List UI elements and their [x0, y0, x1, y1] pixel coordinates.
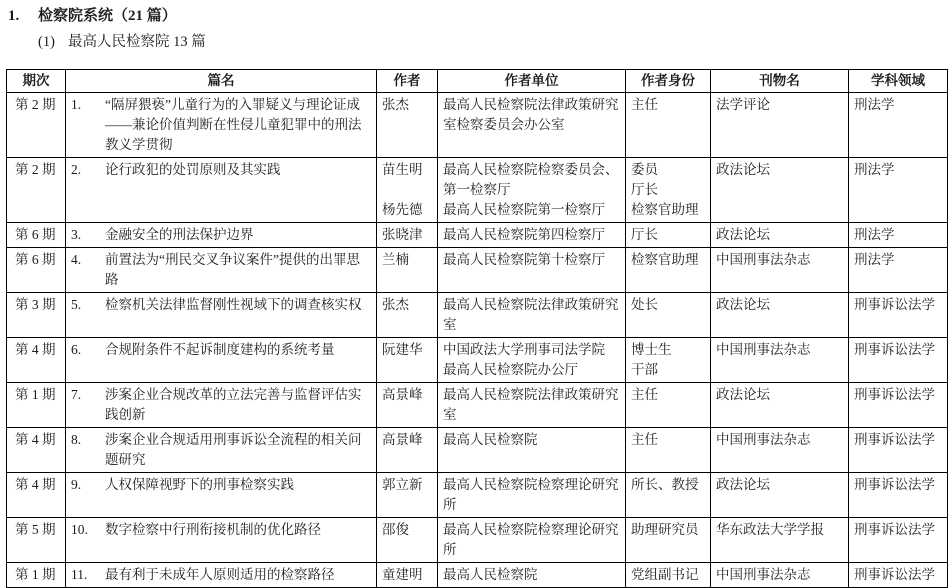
journal-cell: 政法论坛: [711, 383, 849, 428]
author-name: 兰楠: [382, 252, 409, 267]
field-cell: 刑法学: [849, 93, 948, 158]
title-cell: [66, 428, 377, 473]
article-number: 8.: [71, 432, 82, 447]
field-cell: 刑法学: [849, 248, 948, 293]
position-cell: [626, 223, 711, 248]
position-cell: [626, 383, 711, 428]
author-name: 阮建华: [382, 342, 423, 357]
journal-cell: 政法论坛: [711, 223, 849, 248]
author-name: 郭立新: [382, 477, 423, 492]
issue-cell: 第 2 期: [7, 158, 66, 223]
table-header-row: [7, 70, 948, 93]
table-row: [7, 383, 948, 428]
subsection-title: 最高人民检察院 13 篇: [68, 34, 206, 50]
author-name: 邵俊: [382, 522, 409, 537]
article-number: 5.: [71, 297, 82, 312]
table-row: [7, 338, 948, 383]
affiliation-cell: [438, 473, 626, 518]
article-title: 数字检察中行刑衔接机制的优化路径: [105, 522, 321, 537]
issue-cell: 第 4 期: [7, 428, 66, 473]
author-cell: [377, 293, 438, 338]
article-title: “隔屏猥亵”儿童行为的入罪疑义与理论证成——兼论价值判断在性侵儿童犯罪中的刑法教义学贯彻: [105, 97, 362, 152]
issue-cell: 第 6 期: [7, 223, 66, 248]
field-cell: 刑法学: [849, 223, 948, 248]
author-cell: [377, 93, 438, 158]
author-name: 童建明: [382, 567, 423, 582]
title-cell: [66, 563, 377, 588]
table-row: [7, 93, 948, 158]
article-number: 11.: [71, 567, 88, 582]
article-title: 涉案企业合规改革的立法完善与监督评估实践创新: [105, 387, 362, 422]
position-cell: [626, 338, 711, 383]
column-header-author: 作者: [377, 70, 438, 93]
affiliation-cell: [438, 383, 626, 428]
table-row: [7, 223, 948, 248]
journal-cell: 政法论坛: [711, 158, 849, 223]
position-cell: [626, 248, 711, 293]
affiliation-line: 最高人民检察院办公厅: [443, 362, 578, 377]
author-cell: [377, 473, 438, 518]
affiliation-cell: [438, 158, 626, 223]
title-cell: [66, 383, 377, 428]
position-line: 厅长: [631, 227, 658, 242]
position-cell: [626, 563, 711, 588]
affiliation-line: 最高人民检察院: [443, 567, 538, 582]
affiliation-line: 最高人民检察院法律政策研究室: [443, 297, 619, 332]
journal-cell: 中国刑事法杂志: [711, 563, 849, 588]
journal-cell: 中国刑事法杂志: [711, 248, 849, 293]
article-number: 9.: [71, 477, 82, 492]
table-row: [7, 158, 948, 223]
title-cell: [66, 223, 377, 248]
column-header-affiliation: 作者单位: [438, 70, 626, 93]
affiliation-cell: [438, 248, 626, 293]
title-cell: [66, 338, 377, 383]
position-cell: [626, 93, 711, 158]
affiliation-line: 最高人民检察院第四检察厅: [443, 227, 605, 242]
field-cell: 刑事诉讼法学: [849, 428, 948, 473]
subsection-heading: [38, 32, 950, 52]
author-cell: [377, 428, 438, 473]
article-number: 10.: [71, 522, 88, 537]
affiliation-line: 最高人民检察院检察理论研究所: [443, 477, 619, 512]
position-line: 检察官助理: [631, 252, 699, 267]
author-cell: [377, 338, 438, 383]
article-number: 7.: [71, 387, 82, 402]
journal-cell: 华东政法大学学报: [711, 518, 849, 563]
table-row: [7, 473, 948, 518]
journal-cell: 政法论坛: [711, 293, 849, 338]
position-line: 委员: [631, 162, 658, 177]
affiliation-line: 最高人民检察院检察委员会、第一检察厅: [443, 162, 619, 197]
field-cell: 刑事诉讼法学: [849, 293, 948, 338]
table-row: [7, 293, 948, 338]
issue-cell: 第 3 期: [7, 293, 66, 338]
title-cell: [66, 158, 377, 223]
field-cell: 刑事诉讼法学: [849, 383, 948, 428]
author-name: 张杰: [382, 297, 409, 312]
field-cell: 刑事诉讼法学: [849, 563, 948, 588]
article-title: 前置法为“刑民交叉争议案件”提供的出罪思路: [105, 252, 360, 287]
position-line: 厅长: [631, 182, 658, 197]
position-line: 干部: [631, 362, 658, 377]
issue-cell: 第 4 期: [7, 338, 66, 383]
affiliation-line: 最高人民检察院: [443, 432, 538, 447]
position-line: 处长: [631, 297, 658, 312]
article-number: 4.: [71, 252, 82, 267]
author-cell: [377, 158, 438, 223]
affiliation-line: 最高人民检察院第一检察厅: [443, 202, 605, 217]
issue-cell: 第 1 期: [7, 383, 66, 428]
position-line: 博士生: [631, 342, 672, 357]
title-cell: [66, 473, 377, 518]
journal-cell: 中国刑事法杂志: [711, 428, 849, 473]
position-cell: [626, 293, 711, 338]
affiliation-cell: [438, 293, 626, 338]
author-name: 张杰: [382, 97, 409, 112]
article-number: 6.: [71, 342, 82, 357]
section-number: 1.: [8, 8, 20, 24]
article-title: 人权保障视野下的刑事检察实践: [105, 477, 294, 492]
article-number: 2.: [71, 162, 82, 177]
field-cell: 刑事诉讼法学: [849, 518, 948, 563]
affiliation-cell: [438, 428, 626, 473]
author-name: 杨先德: [382, 202, 423, 217]
position-line: 主任: [631, 97, 658, 112]
column-header-title: 篇名: [66, 70, 377, 93]
field-cell: 刑事诉讼法学: [849, 473, 948, 518]
affiliation-cell: [438, 338, 626, 383]
issue-cell: 第 1 期: [7, 563, 66, 588]
author-cell: [377, 248, 438, 293]
journal-cell: 政法论坛: [711, 473, 849, 518]
affiliation-cell: [438, 223, 626, 248]
position-cell: [626, 158, 711, 223]
articles-table: [6, 69, 948, 588]
article-title: 检察机关法律监督刚性视域下的调查核实权: [105, 297, 362, 312]
issue-cell: 第 5 期: [7, 518, 66, 563]
column-header-journal: 刊物名: [711, 70, 849, 93]
author-cell: [377, 563, 438, 588]
position-line: 党组副书记: [631, 567, 699, 582]
field-cell: 刑法学: [849, 158, 948, 223]
author-name: 苗生明: [382, 162, 423, 177]
issue-cell: 第 4 期: [7, 473, 66, 518]
article-title: 涉案企业合规适用刑事诉讼全流程的相关问题研究: [105, 432, 362, 467]
position-cell: [626, 473, 711, 518]
author-name: 高景峰: [382, 387, 423, 402]
author-name: [382, 180, 432, 200]
position-line: 助理研究员: [631, 522, 699, 537]
issue-cell: 第 2 期: [7, 93, 66, 158]
affiliation-line: 最高人民检察院法律政策研究室: [443, 387, 619, 422]
position-cell: [626, 428, 711, 473]
issue-cell: 第 6 期: [7, 248, 66, 293]
affiliation-line: 最高人民检察院第十检察厅: [443, 252, 605, 267]
affiliation-line: 中国政法大学刑事司法学院: [443, 342, 605, 357]
title-cell: [66, 293, 377, 338]
table-row: [7, 248, 948, 293]
subsection-number: (1): [38, 34, 55, 50]
article-title: 论行政犯的处罚原则及其实践: [105, 162, 281, 177]
author-name: 张晓津: [382, 227, 423, 242]
position-line: 主任: [631, 432, 658, 447]
author-cell: [377, 223, 438, 248]
column-header-issue: 期次: [7, 70, 66, 93]
affiliation-line: 最高人民检察院检察理论研究所: [443, 522, 619, 557]
author-cell: [377, 383, 438, 428]
position-line: 主任: [631, 387, 658, 402]
affiliation-cell: [438, 563, 626, 588]
author-name: 高景峰: [382, 432, 423, 447]
article-number: 3.: [71, 227, 82, 242]
table-row: [7, 563, 948, 588]
section-heading: [8, 7, 950, 25]
title-cell: [66, 93, 377, 158]
title-cell: [66, 248, 377, 293]
affiliation-line: 最高人民检察院法律政策研究室检察委员会办公室: [443, 97, 619, 132]
column-header-position: 作者身份: [626, 70, 711, 93]
journal-cell: 法学评论: [711, 93, 849, 158]
article-title: 金融安全的刑法保护边界: [105, 227, 254, 242]
field-cell: 刑事诉讼法学: [849, 338, 948, 383]
article-title: 合规附条件不起诉制度建构的系统考量: [105, 342, 335, 357]
journal-cell: 中国刑事法杂志: [711, 338, 849, 383]
affiliation-cell: [438, 93, 626, 158]
article-number: 1.: [71, 97, 82, 112]
section-title: 检察院系统（21 篇）: [38, 8, 177, 24]
table-row: [7, 428, 948, 473]
position-line: 所长、教授: [631, 477, 699, 492]
column-header-field: 学科领域: [849, 70, 948, 93]
position-line: 检察官助理: [631, 202, 699, 217]
article-title: 最有利于未成年人原则适用的检察路径: [105, 567, 335, 582]
